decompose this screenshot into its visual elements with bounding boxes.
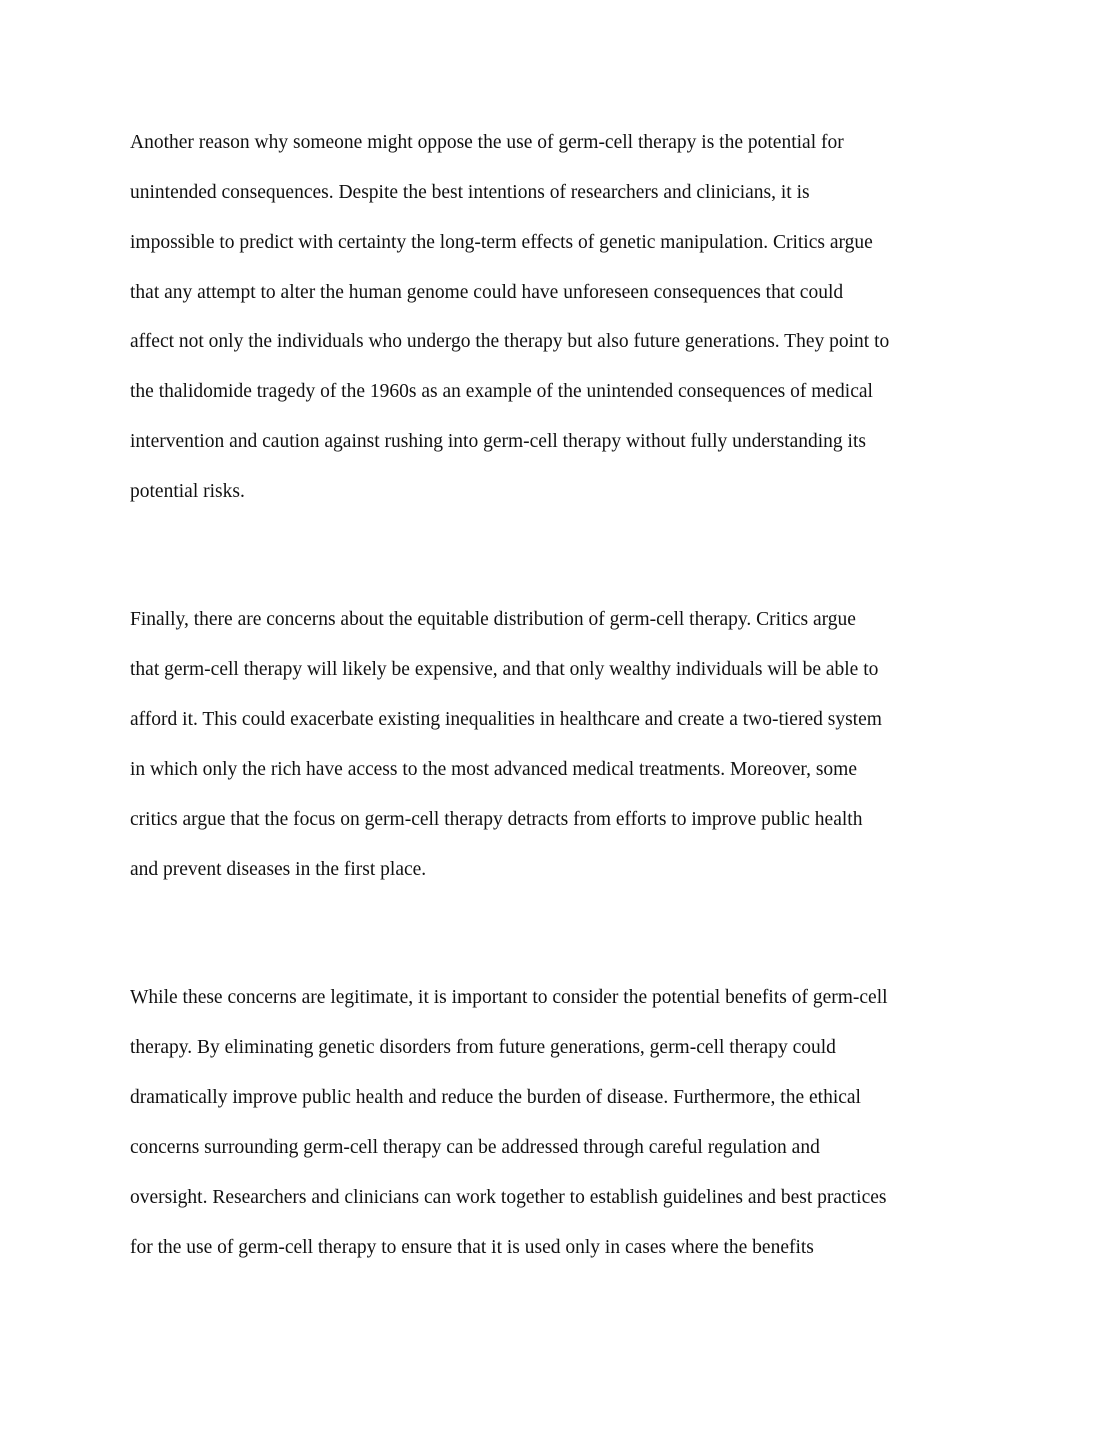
text-line: While these concerns are legitimate, it is important to consider the potential benefits of germ-cell <box>130 987 888 1008</box>
text-line: affect not only the individuals who undergo the therapy but also future generations. They point to <box>130 331 890 352</box>
text-line: potential risks. <box>130 481 245 502</box>
text-line: oversight. Researchers and clinicians can work together to establish guidelines and best practices <box>130 1187 887 1208</box>
text-line: critics argue that the focus on germ-cell therapy detracts from efforts to improve public health <box>130 809 863 830</box>
text-line: therapy. By eliminating genetic disorders from future generations, germ-cell therapy could <box>130 1037 836 1058</box>
text-line: in which only the rich have access to the most advanced medical treatments. Moreover, some <box>130 759 857 780</box>
text-line: and prevent diseases in the first place. <box>130 859 427 880</box>
text-line: Another reason why someone might oppose the use of germ-cell therapy is the potential for <box>130 132 844 153</box>
text-line: dramatically improve public health and reduce the burden of disease. Furthermore, the ethical <box>130 1087 861 1108</box>
text-line: afford it. This could exacerbate existing inequalities in healthcare and create a two-tiered system <box>130 709 882 730</box>
text-line: for the use of germ-cell therapy to ensure that it is used only in cases where the benefits <box>130 1237 814 1258</box>
text-line: Finally, there are concerns about the equitable distribution of germ-cell therapy. Critics argue <box>130 609 856 630</box>
text-line: unintended consequences. Despite the best intentions of researchers and clinicians, it is <box>130 182 810 203</box>
text-line: concerns surrounding germ-cell therapy can be addressed through careful regulation and <box>130 1137 820 1158</box>
text-line: that germ-cell therapy will likely be expensive, and that only wealthy individuals will be able to <box>130 659 879 680</box>
text-line: impossible to predict with certainty the long-term effects of genetic manipulation. Critics argue <box>130 232 873 253</box>
text-line: intervention and caution against rushing into germ-cell therapy without fully understanding its <box>130 431 866 452</box>
text-line: the thalidomide tragedy of the 1960s as an example of the unintended consequences of medical <box>130 381 873 402</box>
text-line: that any attempt to alter the human genome could have unforeseen consequences that could <box>130 282 844 303</box>
